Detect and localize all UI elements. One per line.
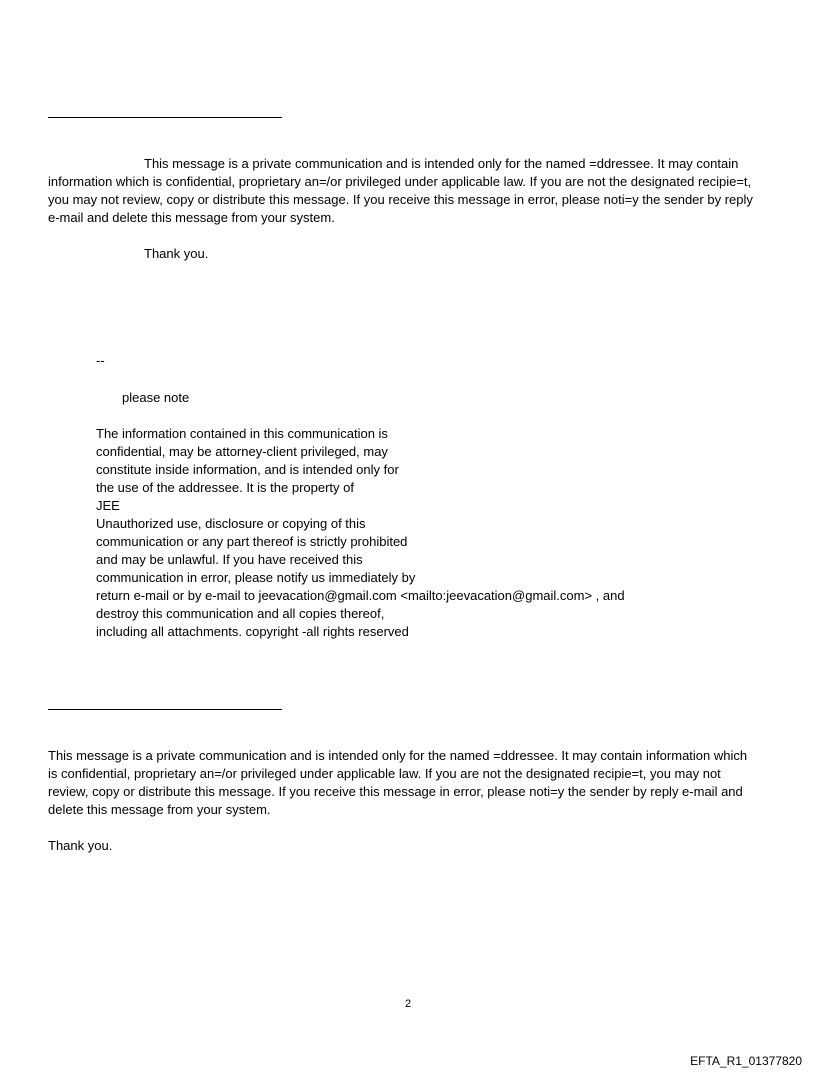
notice-line: communication or any part thereof is strictly prohibited bbox=[96, 534, 408, 549]
notice-line: JEE bbox=[96, 498, 120, 513]
thank-you-top: Thank you. bbox=[144, 246, 209, 261]
top-divider bbox=[48, 117, 282, 118]
notice-line: including all attachments. copyright -all rights reserved bbox=[96, 624, 409, 639]
notice-line: Unauthorized use, disclosure or copying of this bbox=[96, 516, 366, 531]
notice-line: and may be unlawful. If you have received this bbox=[96, 552, 363, 567]
document-id: EFTA_R1_01377820 bbox=[690, 1054, 802, 1068]
notice-line-email: return e-mail or by e-mail to jeevacation@gmail.com <mailto:jeevacation@gmail.com> , and bbox=[96, 588, 625, 603]
bottom-divider bbox=[48, 709, 282, 710]
please-note-heading: please note bbox=[122, 390, 190, 405]
notice-line: communication in error, please notify us immediately by bbox=[96, 570, 416, 585]
notice-line: destroy this communication and all copies thereof, bbox=[96, 606, 385, 621]
notice-line: the use of the addressee. It is the property of bbox=[96, 480, 354, 495]
notice-line: confidential, may be attorney-client privileged, may bbox=[96, 444, 388, 459]
disclaimer-paragraph-top: This message is a private communication and is intended only for the named =ddressee. It may contain information which is confidential, proprietary an=/or privileged under applicable law. If you are not the designated recipie=t, you may not review, copy or distribute this message. If you receive this message in error, please noti=y the sender by reply e-mail and delete this message from your system. bbox=[48, 156, 753, 225]
disclaimer-paragraph-bottom: This message is a private communication and is intended only for the named =ddressee. It may contain information which is confidential, proprietary an=/or privileged under applicable law. If you are not the designated recipie=t, you may not review, copy or distribute this message. If you receive this message in error, please noti=y the sender by reply e-mail and delete this message from your system. bbox=[48, 748, 748, 817]
notice-line: constitute inside information, and is intended only for bbox=[96, 462, 399, 477]
notice-line: The information contained in this communication is bbox=[96, 426, 388, 441]
signature-separator: -- bbox=[96, 353, 105, 368]
thank-you-bottom: Thank you. bbox=[48, 838, 113, 853]
confidentiality-notice bbox=[96, 425, 716, 641]
page-number: 2 bbox=[404, 998, 412, 1010]
